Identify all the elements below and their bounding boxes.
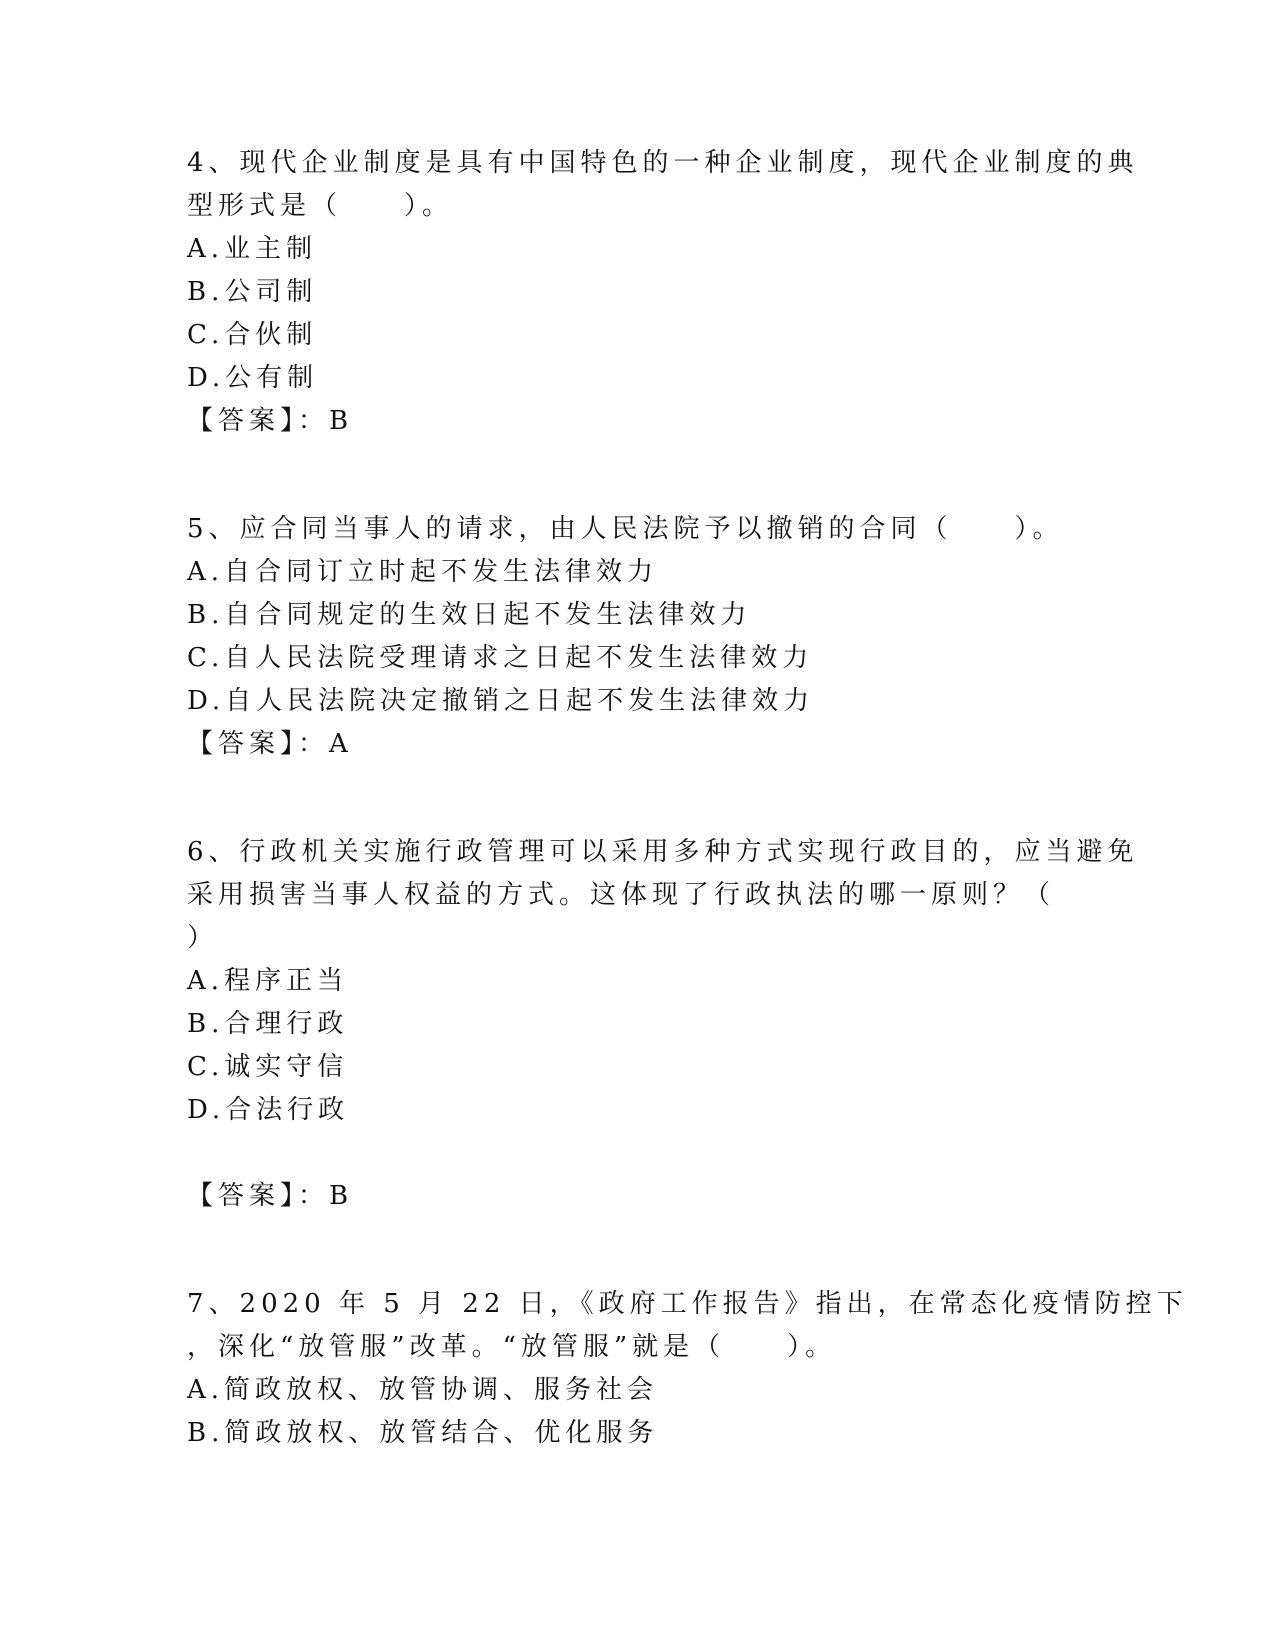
option-b: B.简政放权、放管结合、优化服务: [187, 1418, 659, 1448]
question-stem-line: ）: [187, 923, 219, 953]
document-page: [187, 142, 1188, 1455]
option-d: D.自人民法院决定撤销之日起不发生法律效力: [187, 686, 815, 716]
question-stem-line: 4、现代企业制度是具有中国特色的一种企业制度，现代企业制度的典: [187, 148, 1139, 178]
answer-label: 【答案】：B: [187, 1181, 354, 1211]
question-stem-line: 型形式是（ ）。: [187, 191, 454, 221]
option-a: A.程序正当: [187, 966, 349, 996]
question-stem-line: 采用损害当事人权益的方式。这体现了行政执法的哪一原则？（: [187, 880, 1056, 910]
option-a: A.简政放权、放管协调、服务社会: [187, 1375, 659, 1405]
option-c: C.自人民法院受理请求之日起不发生法律效力: [187, 643, 814, 673]
spacer: [187, 1132, 1087, 1175]
spacer: [187, 766, 1087, 831]
option-d: D.合法行政: [187, 1095, 350, 1125]
answer-label: 【答案】：B: [187, 406, 354, 436]
option-a: A.业主制: [187, 234, 318, 264]
option-c: C.合伙制: [187, 320, 318, 350]
option-a: A.自合同订立时起不发生法律效力: [187, 557, 659, 587]
question-6: [187, 831, 1139, 1218]
option-c: C.诚实守信: [187, 1052, 349, 1082]
spacer: [187, 443, 1087, 508]
question-4: [187, 142, 1139, 443]
answer-label: 【答案】：A: [187, 729, 353, 759]
question-stem-line: 7、2020 年 5 月 22 日，《政府工作报告》指出，在常态化疫情防控下: [187, 1289, 1188, 1319]
question-stem-line: 6、行政机关实施行政管理可以采用多种方式实现行政目的，应当避免: [187, 837, 1139, 867]
option-b: B.公司制: [187, 277, 318, 307]
option-b: B.合理行政: [187, 1009, 349, 1039]
question-stem-line: 5、应合同当事人的请求，由人民法院予以撤销的合同（ ）。: [187, 514, 1064, 544]
question-stem-line: ，深化“放管服”改革。“放管服”就是（ ）。: [187, 1332, 837, 1362]
option-d: D.公有制: [187, 363, 319, 393]
spacer: [187, 1218, 1087, 1283]
option-b: B.自合同规定的生效日起不发生法律效力: [187, 600, 752, 630]
question-5: [187, 508, 1087, 766]
question-7: [187, 1283, 1188, 1455]
